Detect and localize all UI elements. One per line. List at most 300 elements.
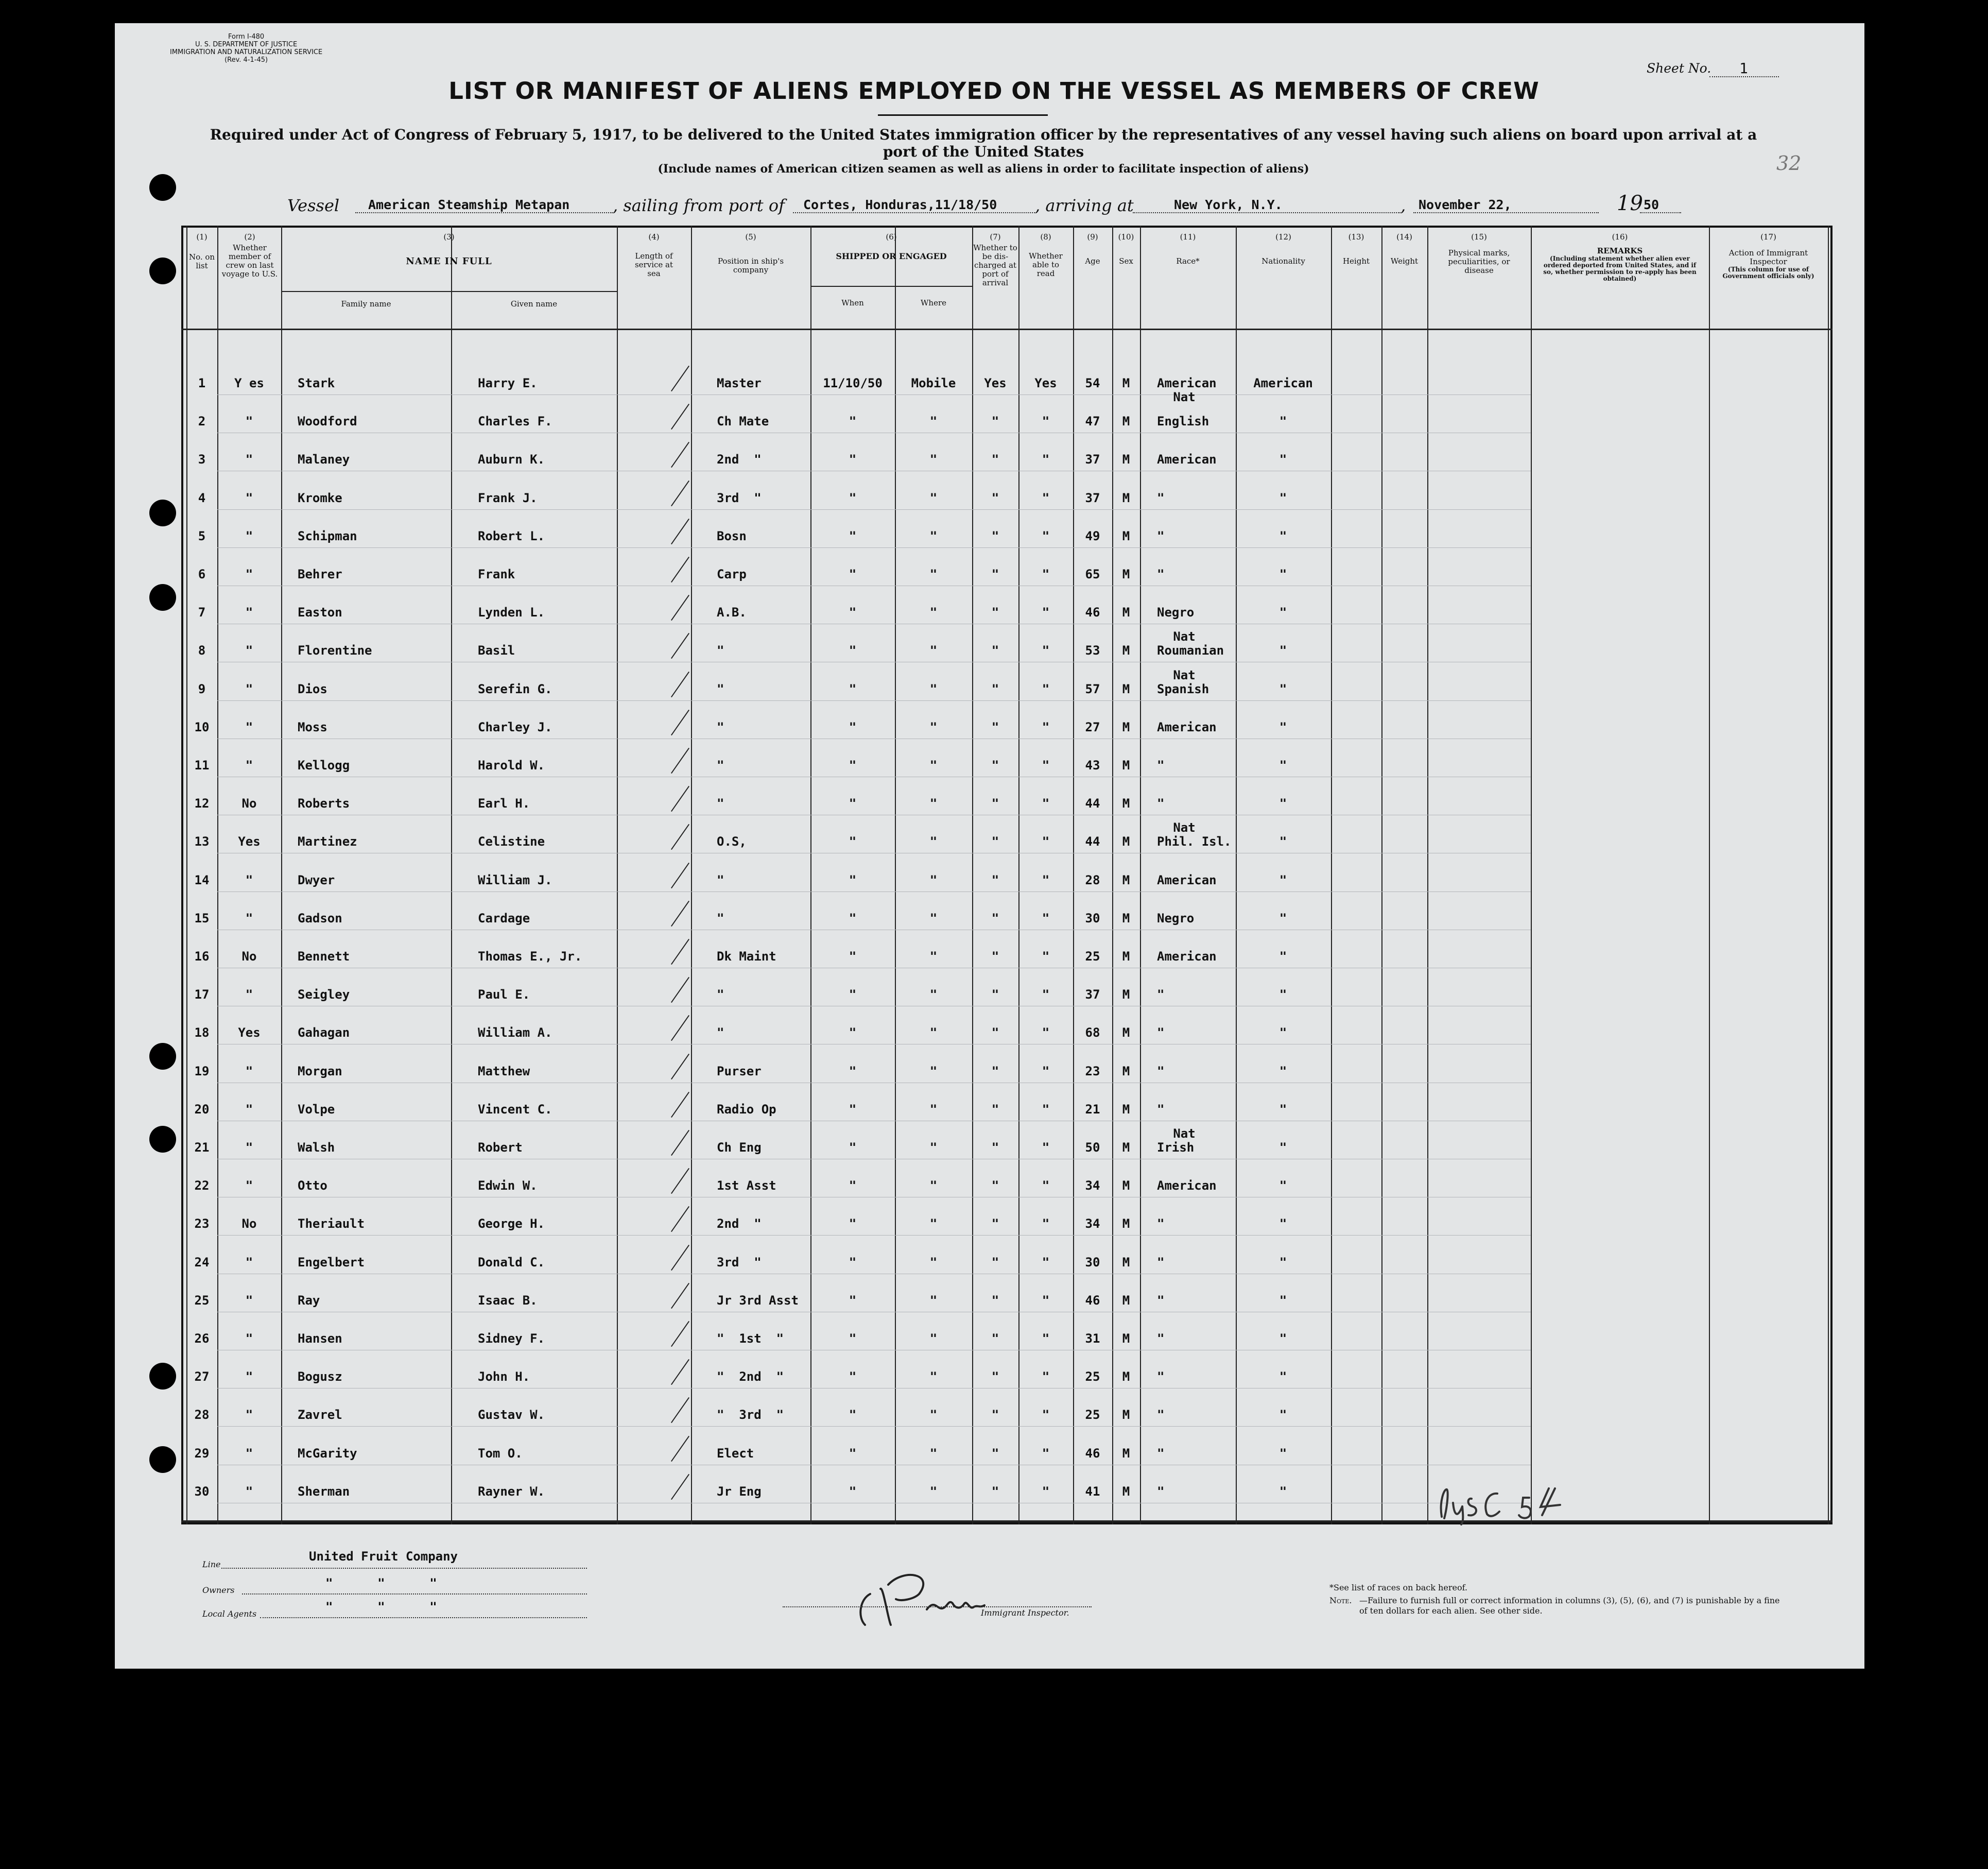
cell-pos: Ch Mate — [717, 414, 769, 429]
cell-no: 24 — [194, 1255, 210, 1270]
cell-no: 21 — [194, 1140, 210, 1155]
cell-where: " — [929, 872, 938, 887]
cell-when: " — [849, 949, 857, 964]
cell-read: " — [1042, 758, 1050, 773]
cell-family: Gahagan — [298, 1025, 350, 1040]
cell-read: " — [1042, 1484, 1050, 1499]
cell-read: " — [1042, 1293, 1050, 1308]
cell-disch: " — [991, 1446, 999, 1461]
col-13-number: (13) — [1348, 232, 1364, 242]
cell-disch: " — [991, 1140, 999, 1155]
cell-family: Gadson — [298, 911, 342, 925]
cell-race: English — [1157, 414, 1209, 429]
cell-prev: " — [245, 452, 253, 467]
cell-sex: M — [1122, 1216, 1130, 1231]
cell-where: " — [929, 1484, 938, 1499]
cell-age: 34 — [1085, 1216, 1100, 1231]
cell-nat: " — [1279, 987, 1287, 1002]
cell-nat: " — [1279, 490, 1287, 505]
arriving-label: , arriving at — [1035, 196, 1134, 215]
cell-age: 25 — [1085, 1408, 1100, 1422]
col-header-where: Where — [920, 298, 946, 307]
cell-read: " — [1042, 1178, 1050, 1193]
cell-race: American — [1157, 376, 1217, 390]
cell-age: 25 — [1085, 1369, 1100, 1384]
cell-family: Florentine — [298, 643, 372, 658]
cell-disch: " — [991, 414, 999, 429]
cell-pos: " — [717, 719, 724, 734]
cell-age: 27 — [1085, 719, 1100, 734]
col-header-inspector-note: (This column for use of Government officials only) — [1722, 266, 1814, 280]
cell-family: Dwyer — [298, 872, 335, 887]
cell-no: 22 — [194, 1178, 210, 1193]
cell-nat: " — [1279, 1140, 1287, 1155]
cell-no: 3 — [198, 452, 206, 467]
cell-race: Phil. Isl. — [1157, 834, 1232, 849]
cell-race: " — [1157, 987, 1165, 1002]
cell-nat: " — [1279, 1293, 1287, 1308]
cell-read: " — [1042, 1064, 1050, 1078]
cell-race: " — [1157, 1102, 1165, 1117]
cell-when: 11/10/50 — [823, 376, 883, 390]
cell-disch: " — [991, 1331, 999, 1346]
cell-race: " — [1157, 758, 1165, 773]
cell-read: " — [1042, 414, 1050, 429]
cell-given: Serefin G. — [478, 681, 552, 696]
cell-prev: " — [245, 1408, 253, 1422]
cell-family: Walsh — [298, 1140, 335, 1155]
cell-when: " — [849, 987, 857, 1002]
cell-race: American — [1157, 452, 1217, 467]
cell-family: Kromke — [298, 490, 342, 505]
cell-when: " — [849, 567, 857, 581]
cell-where: " — [929, 414, 938, 429]
cell-sex: M — [1122, 1140, 1130, 1155]
cell-race: " — [1157, 1484, 1165, 1499]
cell-where: " — [929, 452, 938, 467]
cell-race: " — [1157, 1216, 1165, 1231]
cell-nat: " — [1279, 949, 1287, 964]
cell-prev: " — [245, 1446, 253, 1461]
col-header-previous-voyage: Whether member of crew on last voyage to U.S. — [221, 243, 278, 279]
vessel-name: American Steamship Metapan — [368, 197, 570, 212]
cell-disch: " — [991, 1102, 999, 1117]
cell-where: " — [929, 681, 938, 696]
cell-prev: Yes — [238, 1025, 261, 1040]
owners-value: " " " — [325, 1576, 437, 1590]
row-rule — [217, 891, 1531, 892]
cell-race: American — [1157, 949, 1217, 964]
cell-no: 20 — [194, 1102, 210, 1117]
cell-disch: " — [991, 949, 999, 964]
year-suffix: 50 — [1644, 197, 1659, 212]
cell-sex: M — [1122, 834, 1130, 849]
cell-age: 31 — [1085, 1331, 1100, 1346]
cell-when: " — [849, 1102, 857, 1117]
cell-race: American — [1157, 719, 1217, 734]
cell-no: 17 — [194, 987, 210, 1002]
cell-nat: " — [1279, 452, 1287, 467]
cell-when: " — [849, 1178, 857, 1193]
cell-disch: " — [991, 567, 999, 581]
cell-race: " — [1157, 1293, 1165, 1308]
cell-nat: " — [1279, 1255, 1287, 1270]
cell-given: Tom O. — [478, 1446, 523, 1461]
line-label: Line — [202, 1559, 221, 1569]
cell-pos: Dk Maint — [717, 949, 776, 964]
col-header-race: Race* — [1176, 256, 1200, 266]
races-note: *See list of races on back hereof. — [1329, 1583, 1468, 1592]
cell-disch: " — [991, 643, 999, 658]
cell-nat: American — [1253, 376, 1313, 390]
cell-where: " — [929, 987, 938, 1002]
cell-nat: " — [1279, 643, 1287, 658]
cell-given: John H. — [478, 1369, 530, 1384]
arriving-port: New York, N.Y. — [1174, 197, 1283, 212]
cell-disch: " — [991, 796, 999, 811]
cell-prev: " — [245, 911, 253, 925]
cell-disch: " — [991, 452, 999, 467]
cell-sex: M — [1122, 1408, 1130, 1422]
cell-no: 19 — [194, 1064, 210, 1078]
cell-read: " — [1042, 719, 1050, 734]
cell-race: " — [1157, 1408, 1165, 1422]
cell-age: 44 — [1085, 834, 1100, 849]
cell-disch: " — [991, 911, 999, 925]
cell-nat: " — [1279, 834, 1287, 849]
cell-prev: " — [245, 987, 253, 1002]
cell-prev: " — [245, 605, 253, 620]
cell-where: " — [929, 490, 938, 505]
cell-race: " — [1157, 490, 1165, 505]
cell-family: Theriault — [298, 1216, 365, 1231]
service-name: IMMIGRATION AND NATURALIZATION SERVICE — [170, 48, 323, 56]
cell-no: 26 — [194, 1331, 210, 1346]
crew-table — [181, 226, 1833, 1524]
form-revision: (Rev. 4-1-45) — [224, 56, 268, 64]
cell-no: 23 — [194, 1216, 210, 1231]
cell-age: 28 — [1085, 872, 1100, 887]
cell-prev: " — [245, 758, 253, 773]
cell-read: " — [1042, 1331, 1050, 1346]
cell-sex: M — [1122, 490, 1130, 505]
cell-prev: No — [241, 1216, 257, 1231]
cell-read: Yes — [1034, 376, 1057, 390]
cell-read: " — [1042, 1140, 1050, 1155]
cell-where: " — [929, 1216, 938, 1231]
cell-when: " — [849, 643, 857, 658]
cell-nat: " — [1279, 1178, 1287, 1193]
cell-age: 37 — [1085, 490, 1100, 505]
inspector-signature — [850, 1548, 1004, 1630]
cell-age: 47 — [1085, 414, 1100, 429]
cell-prev: " — [245, 681, 253, 696]
col-header-physical-marks: Physical marks, peculiarities, or disease — [1448, 248, 1510, 275]
owners-label: Owners — [202, 1585, 235, 1595]
cell-sex: M — [1122, 987, 1130, 1002]
cell-when: " — [849, 796, 857, 811]
cell-age: 30 — [1085, 911, 1100, 925]
col-header-no-on-list: No. on list — [188, 252, 215, 270]
cell-pos: Master — [717, 376, 762, 390]
col-15-number: (15) — [1471, 232, 1487, 242]
cell-disch: Yes — [984, 376, 1007, 390]
cell-where: " — [929, 1064, 938, 1078]
cell-disch: " — [991, 1293, 999, 1308]
cell-sex: M — [1122, 1484, 1130, 1499]
col-header-discharged: Whether to be dis-charged at port of arrival — [973, 243, 1017, 287]
cell-disch: " — [991, 872, 999, 887]
cell-prev: No — [241, 796, 257, 811]
cell-prev: Y es — [234, 376, 264, 390]
cell-disch: " — [991, 605, 999, 620]
cell-where: " — [929, 643, 938, 658]
col-12-number: (12) — [1275, 232, 1291, 242]
sailing-label: , sailing from port of — [613, 196, 785, 215]
cell-disch: " — [991, 490, 999, 505]
cell-pos: " 2nd " — [717, 1369, 784, 1384]
cell-family: Morgan — [298, 1064, 342, 1078]
cell-race: Roumanian — [1157, 643, 1224, 658]
cell-given: Robert — [478, 1140, 523, 1155]
cell-when: " — [849, 1408, 857, 1422]
cell-when: " — [849, 834, 857, 849]
col-1-number: (1) — [196, 232, 208, 242]
cell-no: 27 — [194, 1369, 210, 1384]
cell-sex: M — [1122, 1255, 1130, 1270]
cell-no: 14 — [194, 872, 210, 887]
cell-sex: M — [1122, 414, 1130, 429]
cell-nat: " — [1279, 872, 1287, 887]
cell-given: William A. — [478, 1025, 552, 1040]
cell-given: Isaac B. — [478, 1293, 538, 1308]
cell-when: " — [849, 528, 857, 543]
cell-age: 53 — [1085, 643, 1100, 658]
cell-given: Gustav W. — [478, 1408, 545, 1422]
cell-given: Cardage — [478, 911, 530, 925]
cell-disch: " — [991, 1408, 999, 1422]
cell-prev: " — [245, 490, 253, 505]
row-rule — [217, 547, 1531, 548]
cell-pos: " — [717, 796, 724, 811]
cell-family: Engelbert — [298, 1255, 365, 1270]
col-header-shipped: SHIPPED OR ENGAGED — [836, 251, 947, 261]
col-header-remarks-note: (Including statement whether alien ever ordered deported from United States, and if so, whether permission to re-apply has been obtained) — [1543, 255, 1697, 282]
cell-prev: No — [241, 949, 257, 964]
cell-prev: " — [245, 719, 253, 734]
cell-where: Mobile — [911, 376, 956, 390]
cell-race: Negro — [1157, 605, 1195, 620]
cell-pos: " 3rd " — [717, 1408, 784, 1422]
cell-where: " — [929, 796, 938, 811]
cell-sex: M — [1122, 1025, 1130, 1040]
cell-race-note: Nat — [1173, 1126, 1196, 1141]
cell-read: " — [1042, 987, 1050, 1002]
col-4-number: (4) — [648, 232, 660, 242]
cell-read: " — [1042, 1446, 1050, 1461]
cell-when: " — [849, 1293, 857, 1308]
page-title: LIST OR MANIFEST OF ALIENS EMPLOYED ON THE VESSEL AS MEMBERS OF CREW — [448, 77, 1540, 105]
cell-where: " — [929, 1255, 938, 1270]
cell-sex: M — [1122, 605, 1130, 620]
cell-read: " — [1042, 1216, 1050, 1231]
cell-when: " — [849, 911, 857, 925]
cell-sex: M — [1122, 796, 1130, 811]
cell-prev: " — [245, 1484, 253, 1499]
cell-no: 29 — [194, 1446, 210, 1461]
punch-hole — [149, 1043, 176, 1070]
cell-no: 2 — [198, 414, 206, 429]
local-agents-value: " " " — [325, 1600, 437, 1614]
cell-given: Donald C. — [478, 1255, 545, 1270]
cell-when: " — [849, 414, 857, 429]
cell-pos: Elect — [717, 1446, 754, 1461]
cell-race-note: Nat — [1173, 667, 1196, 682]
cell-given: Sidney F. — [478, 1331, 545, 1346]
cell-given: Harold W. — [478, 758, 545, 773]
cell-nat: " — [1279, 758, 1287, 773]
col-header-able-to-read: Whether able to read — [1029, 251, 1063, 278]
col-header-family-name: Family name — [341, 299, 391, 308]
col-header-position: Position in ship's company — [717, 256, 784, 275]
cell-family: Seigley — [298, 987, 350, 1002]
cell-when: " — [849, 490, 857, 505]
cell-when: " — [849, 452, 857, 467]
vessel-label: Vessel — [287, 196, 340, 215]
punch-hole — [149, 258, 176, 284]
cell-read: " — [1042, 911, 1050, 925]
cell-pos: " — [717, 911, 724, 925]
cell-read: " — [1042, 949, 1050, 964]
cell-no: 4 — [198, 490, 206, 505]
row-rule — [217, 1426, 1531, 1427]
col-2-number: (2) — [244, 232, 255, 242]
cell-where: " — [929, 605, 938, 620]
cell-where: " — [929, 528, 938, 543]
cell-no: 9 — [198, 681, 206, 696]
cell-family: Malaney — [298, 452, 350, 467]
cell-age: 41 — [1085, 1484, 1100, 1499]
cell-age: 30 — [1085, 1255, 1100, 1270]
cell-sex: M — [1122, 452, 1130, 467]
cell-when: " — [849, 1025, 857, 1040]
col-header-name-in-full: NAME IN FULL — [406, 256, 492, 267]
cell-disch: " — [991, 987, 999, 1002]
cell-when: " — [849, 1484, 857, 1499]
cell-age: 46 — [1085, 605, 1100, 620]
cell-disch: " — [991, 1369, 999, 1384]
cell-given: Charles F. — [478, 414, 552, 429]
col-header-height: Height — [1342, 256, 1370, 266]
cell-where: " — [929, 1408, 938, 1422]
cell-nat: " — [1279, 681, 1287, 696]
cell-pos: Radio Op — [717, 1102, 776, 1117]
cell-no: 28 — [194, 1408, 210, 1422]
cell-disch: " — [991, 1025, 999, 1040]
arrival-date: November 22, — [1419, 197, 1512, 212]
cell-read: " — [1042, 1255, 1050, 1270]
cell-given: Charley J. — [478, 719, 552, 734]
cell-prev: " — [245, 1178, 253, 1193]
cell-disch: " — [991, 1484, 999, 1499]
col-3-number: (3) — [443, 232, 455, 242]
cell-pos: Jr Eng — [717, 1484, 762, 1499]
cell-no: 8 — [198, 643, 206, 658]
cell-disch: " — [991, 528, 999, 543]
cell-read: " — [1042, 872, 1050, 887]
cell-no: 10 — [194, 719, 210, 734]
cell-no: 1 — [198, 376, 206, 390]
cell-when: " — [849, 1446, 857, 1461]
cell-family: Schipman — [298, 528, 357, 543]
cell-where: " — [929, 1293, 938, 1308]
punch-hole — [149, 1126, 176, 1153]
punch-hole — [149, 1363, 176, 1390]
cell-where: " — [929, 1178, 938, 1193]
include-note: (Include names of American citizen seamen as well as aliens in order to facilitate inspection of aliens) — [658, 162, 1309, 176]
cell-family: Hansen — [298, 1331, 342, 1346]
annotation-text — [1493, 1483, 1495, 1484]
page-mark: 32 — [1776, 152, 1802, 175]
cell-no: 6 — [198, 567, 206, 581]
cell-nat: " — [1279, 1331, 1287, 1346]
cell-given: Earl H. — [478, 796, 530, 811]
cell-when: " — [849, 1331, 857, 1346]
cell-family: Roberts — [298, 796, 350, 811]
cell-disch: " — [991, 758, 999, 773]
cell-when: " — [849, 681, 857, 696]
cell-family: Behrer — [298, 567, 342, 581]
handwritten-annotation — [1431, 1458, 1601, 1530]
cell-age: 68 — [1085, 1025, 1100, 1040]
cell-read: " — [1042, 834, 1050, 849]
cell-nat: " — [1279, 796, 1287, 811]
cell-family: Otto — [298, 1178, 327, 1193]
cell-sex: M — [1122, 1178, 1130, 1193]
cell-family: Ray — [298, 1293, 320, 1308]
cell-age: 46 — [1085, 1446, 1100, 1461]
cell-sex: M — [1122, 1331, 1130, 1346]
row-rule — [217, 700, 1531, 701]
cell-nat: " — [1279, 719, 1287, 734]
department-name: U. S. DEPARTMENT OF JUSTICE — [195, 41, 298, 48]
cell-sex: M — [1122, 1446, 1130, 1461]
cell-race: " — [1157, 1369, 1165, 1384]
cell-sex: M — [1122, 1064, 1130, 1078]
cell-when: " — [849, 719, 857, 734]
form-number: Form I-480 — [228, 33, 265, 41]
cell-race: " — [1157, 1064, 1165, 1078]
sheet-label: Sheet No. — [1647, 61, 1712, 76]
cell-where: " — [929, 758, 938, 773]
cell-given: Harry E. — [478, 376, 538, 390]
cell-race: " — [1157, 1255, 1165, 1270]
cell-given: Lynden L. — [478, 605, 545, 620]
col-9-number: (9) — [1087, 232, 1098, 242]
cell-given: Auburn K. — [478, 452, 545, 467]
cell-no: 11 — [194, 758, 210, 773]
cell-when: " — [849, 1064, 857, 1078]
col-17-number: (17) — [1760, 232, 1776, 242]
note-label: Note. — [1329, 1596, 1352, 1605]
cell-when: " — [849, 1140, 857, 1155]
punch-hole — [149, 1446, 176, 1473]
cell-read: " — [1042, 1408, 1050, 1422]
cell-when: " — [849, 1216, 857, 1231]
cell-pos: Ch Eng — [717, 1140, 762, 1155]
col-header-weight: Weight — [1390, 256, 1419, 266]
sailing-port: Cortes, Honduras,11/18/50 — [803, 197, 997, 212]
